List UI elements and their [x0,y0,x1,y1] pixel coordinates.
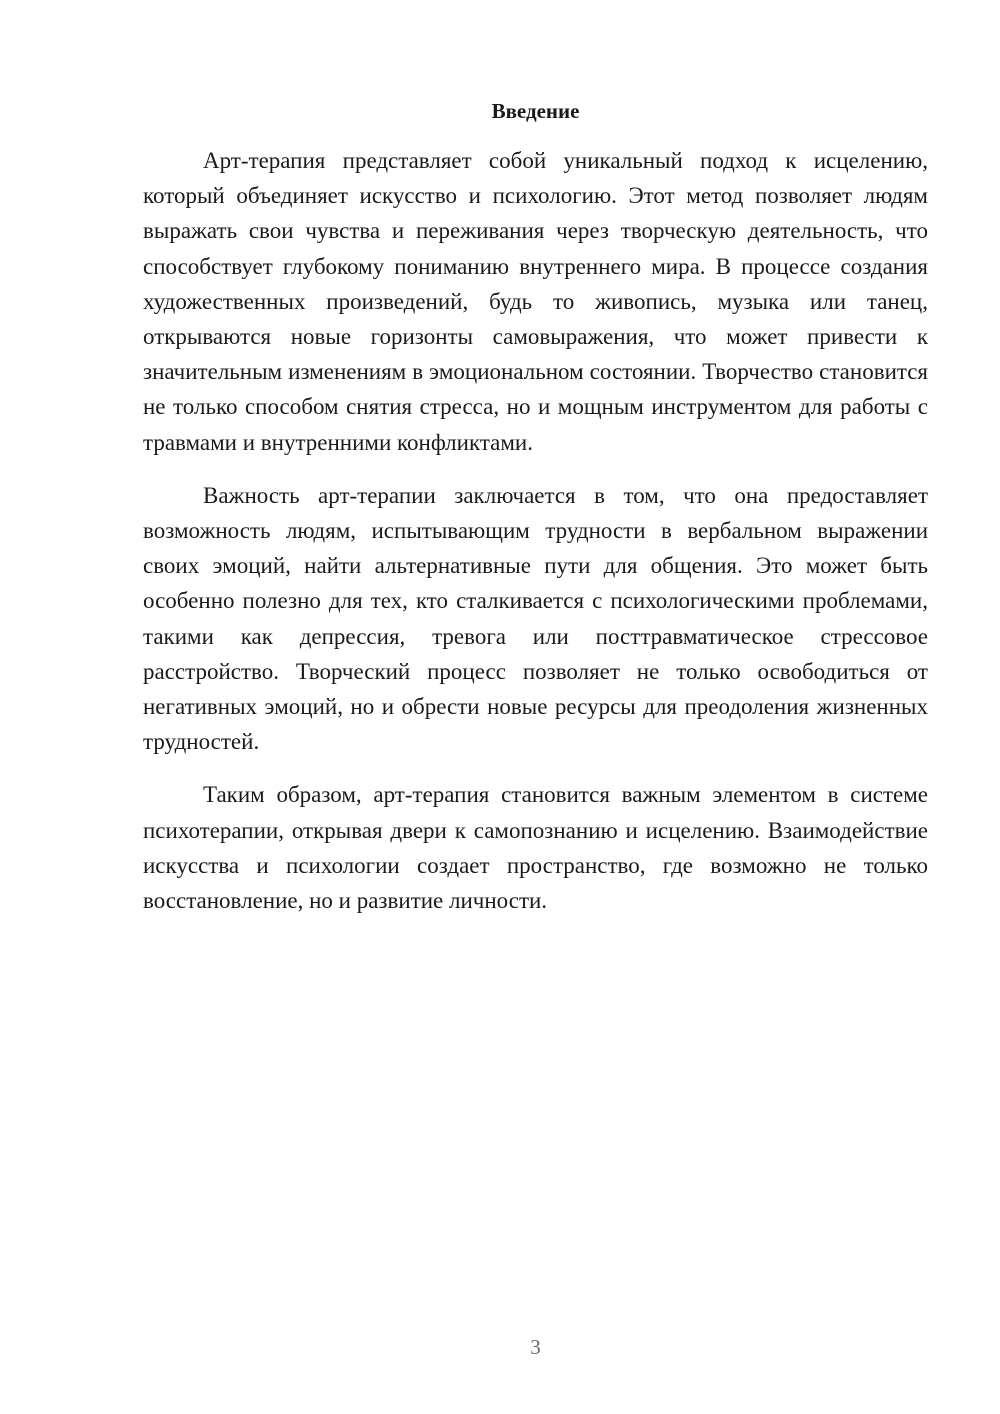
page-number: 3 [530,1335,541,1359]
paragraph-1: Арт-терапия представляет собой уникальный подход к исцелению, который объединяет искусство и психологию. Этот метод позволяет людям выражать свои чувства и переживания через творческую деятельность, что способствует глубокому пониманию внутреннего мира. В процессе создания художественных произведений, будь то живопись, музыка или танец, открываются новые горизонты самовыражения, что может привести к значительным изменениям в эмоциональном состоянии. Творчество становится не только способом снятия стресса, но и мощным инструментом для работы с травмами и внутренними конфликтами. [143,148,928,455]
paragraph-3: Таким образом, арт-терапия становится важным элементом в системе психотерапии, открывая двери к самопознанию и исцелению. Взаимодействие искусства и психологии создает пространство, где возможно не только восстановление, но и развитие личности. [143,782,928,914]
section-body [143,143,928,918]
paragraph-2: Важность арт-терапии заключается в том, что она предоставляет возможность людям, испытывающим трудности в вербальном выражении своих эмоций, найти альтернативные пути для общения. Это может быть особенно полезно для тех, кто сталкивается с психологическими проблемами, такими как депрессия, тревога или посттравматическое стрессовое расстройство. Творческий процесс позволяет не только освободиться от негативных эмоций, но и обрести новые ресурсы для преодоления жизненных трудностей. [143,482,928,755]
section-heading: Введение [491,99,580,123]
